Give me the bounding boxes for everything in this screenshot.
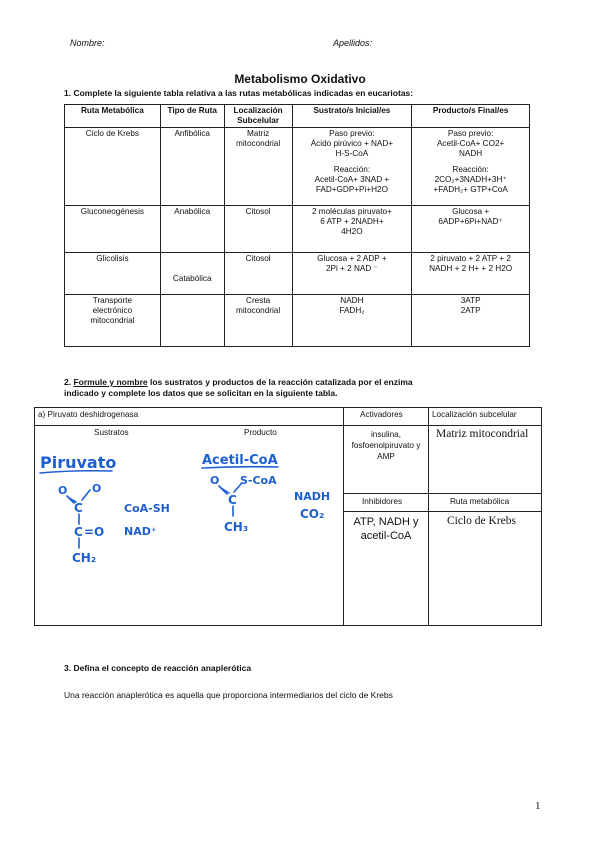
hand-eq-o: =O [84, 525, 105, 539]
table-row [65, 295, 530, 347]
hand-c2: C [74, 525, 83, 539]
text-line: Paso previo: [447, 129, 494, 138]
text-line: Transporte [92, 296, 133, 305]
hand-ac: C [228, 493, 237, 507]
col-header: Tipo de Ruta [160, 105, 224, 128]
question-2-line2: indicado y complete los datos que se solicitan en la siguiente tabla. [64, 388, 338, 398]
text-line: 2 moléculas piruvato+ [311, 207, 392, 216]
handwritten-structures [34, 440, 340, 624]
loc-header: Localización subcelular [432, 410, 517, 419]
cell-producto [412, 128, 530, 206]
text-line: Glucosa + [452, 207, 490, 216]
cell-sustrato [292, 253, 412, 295]
bond [82, 490, 90, 500]
hand-c1: C [74, 501, 83, 515]
question-1: 1. Complete la siguiente tabla relativa a las rutas metabólicas indicadas en eucariotas: [64, 88, 414, 98]
text-line: Reacción: [452, 165, 489, 174]
hand-nadh: NADH [294, 490, 331, 503]
hand-piruvato: Piruvato [40, 453, 117, 472]
text-line: Paso previo: [329, 129, 375, 138]
cell-tipo: Anfibólica [160, 128, 224, 206]
sustratos-label: Sustratos [94, 428, 129, 437]
hand-nad: NAD⁺ [124, 525, 157, 538]
text-line: 2 piruvato + 2 ATP + 2 [430, 254, 511, 263]
activadores-header: Activadores [360, 410, 403, 419]
text-line: H-S-CoA [335, 149, 369, 158]
cell-loc: Citosol [224, 253, 292, 295]
text-line: insulina, [370, 430, 402, 439]
text-line: +FADH₂+ GTP+CoA [433, 185, 508, 194]
apellidos-label: Apellidos: [333, 38, 373, 48]
text-line: 6 ATP + 2NADH+ [320, 217, 384, 226]
cell-ruta: Gluconeogénesis [65, 206, 161, 253]
page-title: Metabolismo Oxidativo [234, 72, 366, 86]
ruta-header: Ruta metabólica [450, 497, 510, 506]
hand-ch2: CH₂ [72, 551, 97, 565]
enzyme-name: a) Piruvato deshidrogenasa [38, 410, 139, 419]
text-line: acetil-CoA [360, 530, 412, 542]
text-line: NADH [459, 149, 483, 158]
text-line: 2CO₂+3NADH+3H⁺ [434, 175, 507, 184]
producto-label: Producto [244, 428, 277, 437]
metabolic-routes-table [64, 104, 530, 347]
cell-tipo: Anabólica [160, 206, 224, 253]
inhibidores-header: Inhibidores [362, 497, 403, 506]
cell-sustrato [292, 206, 412, 253]
text-line: 2ATP [460, 306, 481, 315]
text-line: Acetil-CoA+ 3NAD + [314, 175, 390, 184]
nombre-label: Nombre: [70, 38, 105, 48]
cell-tipo [160, 295, 224, 347]
text-line: mitocondrial [236, 306, 281, 315]
table-header-row [65, 105, 530, 128]
loc-value: Matriz mitocondrial [436, 428, 529, 440]
activadores-value [344, 429, 428, 462]
hand-ao: O [210, 474, 220, 487]
text-line: ATP, NADH y [353, 516, 419, 528]
cell-producto [412, 295, 530, 347]
text-line: NADH + 2 H+ + 2 H2O [429, 264, 513, 273]
text-line: 6ADP+6Pi+NAD⁺ [438, 217, 503, 226]
table-row [65, 206, 530, 253]
col-header: Sustrato/s Inicial/es [292, 105, 412, 128]
hand-acetil: Acetil-CoA [202, 453, 278, 468]
question-2 [64, 377, 534, 387]
text-line: electrónico [92, 306, 133, 315]
cell-loc: Citosol [224, 206, 292, 253]
q2-underlined: Formule y nombre [73, 377, 148, 387]
hand-o-right: O [92, 482, 102, 495]
text-line: 3ATP [460, 296, 481, 305]
cell-sustrato [292, 128, 412, 206]
text-line: Acetil-CoA+ CO2+ [436, 139, 505, 148]
cell-loc [224, 295, 292, 347]
text-line: 2Pi + 2 NAD ⁻ [325, 264, 378, 273]
hand-coash: CoA-SH [124, 502, 170, 515]
cell-ruta [65, 295, 161, 347]
cell-producto [412, 206, 530, 253]
text-line: AMP [377, 452, 395, 461]
question-3-answer: Una reacción anaplerótica es aquella que proporciona intermediarios del ciclo de Krebs [64, 690, 393, 700]
q2-number: 2. [64, 377, 72, 387]
table-row [65, 253, 530, 295]
cell-ruta: Ciclo de Krebs [65, 128, 161, 206]
ruta-value: Ciclo de Krebs [447, 515, 516, 527]
col-header: Producto/s Final/es [412, 105, 530, 128]
hand-scoa: S-CoA [240, 474, 277, 487]
text-line: Glucosa + 2 ADP + [317, 254, 387, 263]
text-line: fosfoenolpiruvato y [351, 441, 421, 450]
col-header: Localización Subcelular [224, 105, 292, 128]
hand-o-left: O [58, 484, 68, 497]
page-number: 1 [535, 800, 541, 812]
hand-co2: CO₂ [300, 507, 325, 521]
q2-rest: los sustratos y productos de la reacción catalizada por el enzima [147, 377, 413, 387]
cell-ruta: Glicolisis [65, 253, 161, 295]
text-line: 4H2O [341, 227, 363, 236]
text-line: Ácido pirúvico + NAD+ [310, 139, 394, 148]
table-row [65, 128, 530, 206]
text-line: Cresta [246, 296, 271, 305]
text-line: Reacción: [333, 165, 371, 174]
text-line: FAD+GDP+Pi+H2O [315, 185, 388, 194]
text-line: mitocondrial [90, 316, 135, 325]
cell-sustrato [292, 295, 412, 347]
text-line: NADH [340, 296, 364, 305]
cell-tipo: Catabólica [160, 253, 224, 295]
hand-ch3: CH₃ [224, 520, 249, 534]
text-line: FADH₂ [339, 306, 365, 315]
cell-loc: Matriz mitocondrial [224, 128, 292, 206]
cell-producto [412, 253, 530, 295]
inhibidores-value [344, 515, 428, 543]
col-header: Ruta Metabólica [65, 105, 161, 128]
question-3: 3. Defina el concepto de reacción anaplerótica [64, 663, 252, 673]
